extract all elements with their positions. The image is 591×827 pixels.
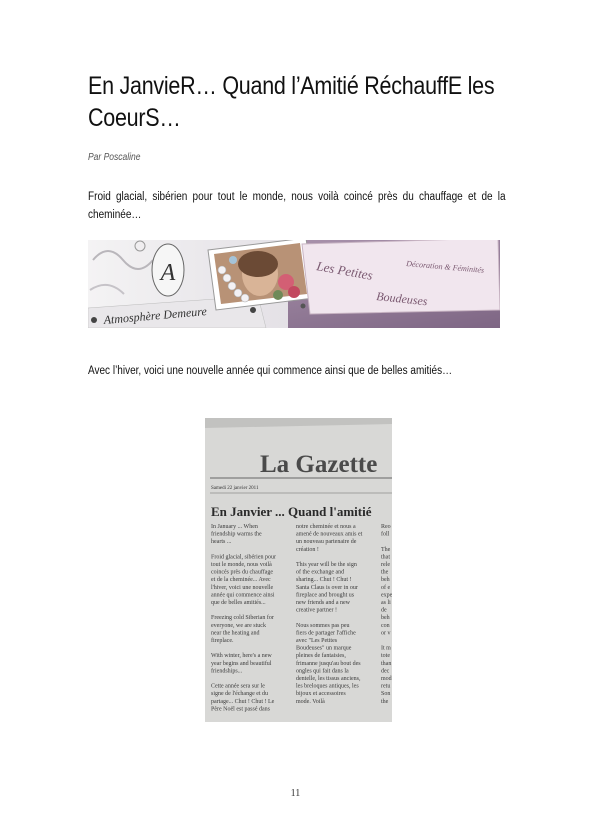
paragraph-2: Avec l’hiver, voici une nouvelle année qui commence ainsi que de belles amitiés… <box>88 365 453 377</box>
gazette-line: sharing... Chut ! Chut ! <box>296 577 352 584</box>
gazette-line: mod <box>381 676 392 682</box>
gazette-line: as li <box>381 600 391 606</box>
gazette-line: notre cheminée et nous a <box>296 524 356 530</box>
gazette-line: et de la cheminée... Avec <box>211 577 271 584</box>
gazette-line: année qui commence ainsi <box>211 592 275 599</box>
gazette-line: new friends and a new <box>296 600 350 606</box>
gazette-line: tote <box>381 653 390 660</box>
gazette-line: frimanne jusqu'au bout des <box>296 660 361 667</box>
gazette-line: ongles qui fait dans la <box>296 668 349 675</box>
banner-left-text: Atmosphère Demeure <box>103 304 208 327</box>
gazette-line: year begins and beautiful <box>211 660 272 667</box>
gazette-line: of the exchange and <box>296 569 345 576</box>
gazette-line: les breloques antiques, les <box>296 683 359 690</box>
page-number: 11 <box>290 788 301 799</box>
banner-right-text-1: Les Petites <box>315 258 374 283</box>
gazette-line: the <box>381 698 389 705</box>
gazette-line: Nous sommes pas peu <box>296 622 350 629</box>
gazette-line: fireplace. <box>211 638 234 644</box>
gazette-line: l'hiver, voici une nouvelle <box>211 584 274 591</box>
intro-paragraph: Froid glacial, sibérien pour tout le monde, nous voilà coincé près du chauffage et de la cheminée… <box>88 191 506 221</box>
gazette-line: Son <box>381 691 391 698</box>
gazette-line: Boudeuses" un marque <box>296 645 352 652</box>
gazette-line: mode. Voilà <box>296 698 325 705</box>
gazette-headline: En Janvier ... Quand l'amitié <box>211 504 372 519</box>
gazette-line: than <box>381 660 392 667</box>
gazette-line: con <box>381 622 390 629</box>
gazette-line: Freezing cold Siberian for <box>211 615 274 622</box>
gazette-line: Père Noël est passé dans <box>211 706 270 713</box>
gazette-line: dentelle, les tissus anciens, <box>296 676 361 682</box>
gazette-line: This year will be the sign <box>296 562 357 568</box>
gazette-line: tout le monde, nous voilà <box>211 562 272 568</box>
gazette-line: coincés près du chauffage <box>211 569 274 576</box>
gazette-line: In January ... When <box>211 524 258 530</box>
gazette-line: hearts ... <box>211 539 232 546</box>
banner-right-text-2: Boudeuses <box>375 289 429 309</box>
gazette-line: bijoux et accessoires <box>296 691 346 698</box>
gazette-line: or v <box>381 630 391 637</box>
gazette-line: amené de nouveaux amis et <box>296 531 363 538</box>
gazette-line: friendship warms the <box>211 531 262 538</box>
gazette-line: Froid glacial, sibérien pour <box>211 554 276 561</box>
gazette-line: the <box>381 569 389 576</box>
vintage-photo <box>208 240 314 310</box>
gazette-line: friendships... <box>211 668 243 675</box>
article-title: En JanvieR… Quand l’Amitié RéchauffE les CoeurS… <box>88 72 495 132</box>
gazette-line: that <box>381 554 390 561</box>
gazette-line: The <box>381 546 391 553</box>
gazette-clipping <box>205 418 392 722</box>
gazette-line: pleines de fantaisies, <box>296 653 346 660</box>
logo-letter: A <box>160 260 176 286</box>
gazette-line: fireplace and brought us <box>296 592 355 599</box>
gazette-line: expe <box>381 592 392 599</box>
byline: Par Poscaline <box>88 152 141 163</box>
gazette-masthead: La Gazette <box>260 451 378 478</box>
gazette-line: avec "Les Petites <box>296 638 338 644</box>
gazette-line: foll <box>381 531 390 538</box>
gazette-line: It m <box>381 645 391 652</box>
gazette-line: création ! <box>296 546 319 553</box>
gazette-line: un nouveau partenaire de <box>296 539 357 546</box>
gazette-line: of e <box>381 584 391 591</box>
gazette-line: everyone, we are stuck <box>211 622 266 629</box>
gazette-line: creative partner ! <box>296 607 337 614</box>
gazette-line: fiers de partager l'affiche <box>296 630 356 637</box>
gazette-line: dec <box>381 668 390 675</box>
gazette-line: signe de l'échange et du <box>211 691 269 698</box>
gazette-line: retu <box>381 683 391 690</box>
gazette-line: Santa Claus is over in our <box>296 584 358 591</box>
gazette-line: partage... Chut ! Chut ! Le <box>211 698 275 705</box>
gazette-line: near the heating and <box>211 630 260 637</box>
gazette-line: que de belles amitiés... <box>211 600 266 606</box>
banner-right-text-3: Décoration & Féminités <box>405 259 485 275</box>
gazette-line: beh <box>381 615 390 622</box>
gazette-line: With winter, here's a new <box>211 653 272 660</box>
gazette-line: de <box>381 607 387 614</box>
gazette-date: Samedi 22 janvier 2011 <box>211 486 259 491</box>
gazette-line: Cette année sera sur le <box>211 683 265 690</box>
gazette-line: Reo <box>381 524 391 530</box>
gazette-line: beh <box>381 577 390 584</box>
gazette-line: rele <box>381 562 390 568</box>
logo-emblem <box>152 244 184 296</box>
atmosphere-demeure-banner <box>88 240 500 328</box>
